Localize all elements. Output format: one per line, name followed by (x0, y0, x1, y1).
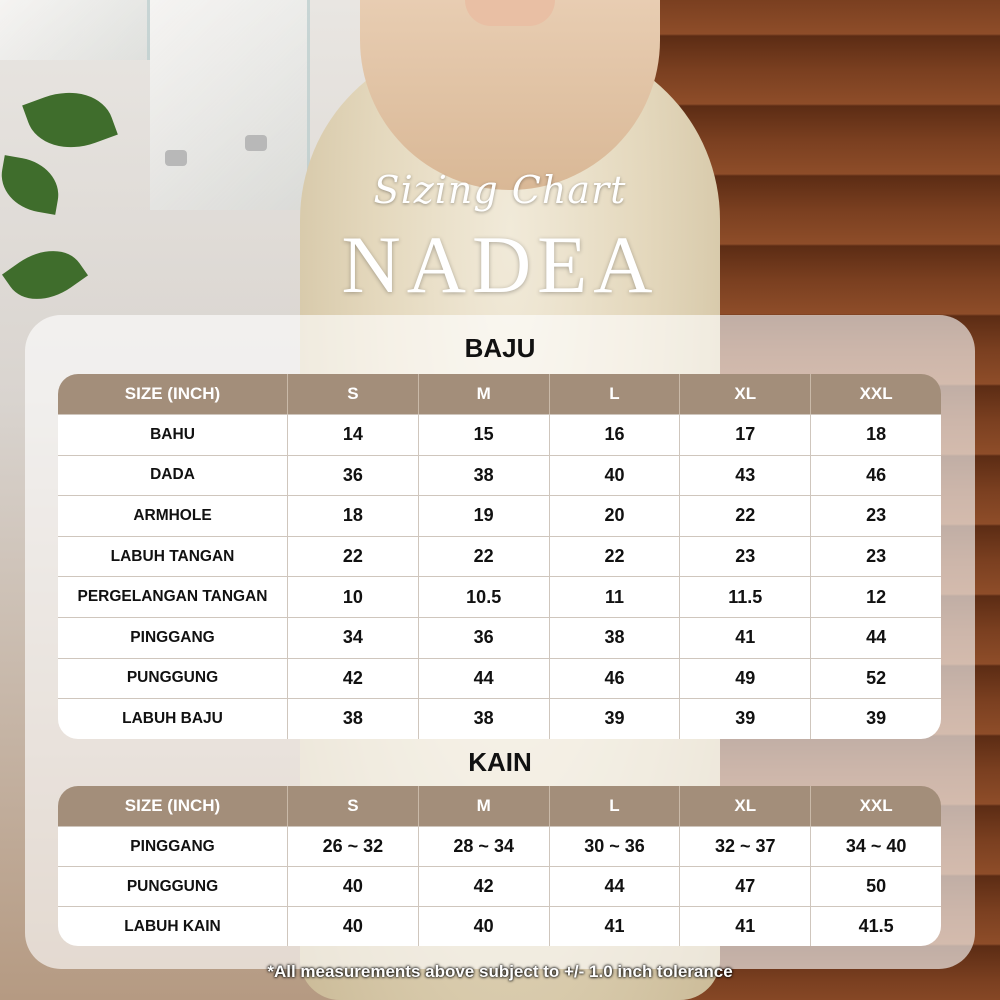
table-cell: 42 (418, 866, 549, 906)
table-cell: 41 (549, 906, 680, 946)
row-label: ARMHOLE (58, 495, 287, 536)
table-cell: 38 (418, 698, 549, 739)
table-cell: 39 (679, 698, 810, 739)
table-cell: 52 (810, 658, 941, 699)
rail-bolt (245, 135, 267, 151)
row-label: DADA (58, 455, 287, 496)
table-cell: 38 (287, 698, 418, 739)
table-row (58, 414, 941, 455)
table-row (58, 698, 941, 739)
table-cell: 39 (810, 698, 941, 739)
glass-railing-upper (0, 0, 150, 60)
table-cell: 18 (287, 495, 418, 536)
table-cell: 22 (549, 536, 680, 577)
table-cell: 17 (679, 414, 810, 455)
column-header: XXL (810, 374, 941, 414)
table-cell: 34 (287, 617, 418, 658)
column-header: M (418, 786, 549, 826)
table-cell: 38 (549, 617, 680, 658)
table-cell: 36 (418, 617, 549, 658)
rail-bolt (165, 150, 187, 166)
table-cell: 30 ~ 36 (549, 826, 680, 866)
row-label: PINGGANG (58, 826, 287, 866)
table-cell: 44 (549, 866, 680, 906)
model-chin (465, 0, 555, 26)
table-row (58, 495, 941, 536)
table-cell: 16 (549, 414, 680, 455)
column-header: XL (679, 374, 810, 414)
table-cell: 40 (549, 455, 680, 496)
table-header-row (58, 374, 941, 414)
table-cell: 22 (287, 536, 418, 577)
table-cell: 32 ~ 37 (679, 826, 810, 866)
table-cell: 43 (679, 455, 810, 496)
table-row (58, 906, 941, 946)
table-cell: 26 ~ 32 (287, 826, 418, 866)
table-cell: 18 (810, 414, 941, 455)
row-label: PUNGGUNG (58, 658, 287, 699)
kain-size-table (58, 786, 941, 946)
row-label: PINGGANG (58, 617, 287, 658)
table-cell: 39 (549, 698, 680, 739)
table-cell: 20 (549, 495, 680, 536)
table-cell: 46 (549, 658, 680, 699)
table-row (58, 658, 941, 699)
table-row (58, 536, 941, 577)
table-cell: 11 (549, 576, 680, 617)
table-cell: 11.5 (679, 576, 810, 617)
table-cell: 47 (679, 866, 810, 906)
table-cell: 41 (679, 906, 810, 946)
table-cell: 23 (810, 495, 941, 536)
table-cell: 23 (810, 536, 941, 577)
table-cell: 22 (679, 495, 810, 536)
table-cell: 10 (287, 576, 418, 617)
table-cell: 40 (287, 906, 418, 946)
column-header: SIZE (INCH) (58, 786, 287, 826)
table-cell: 41.5 (810, 906, 941, 946)
table-cell: 22 (418, 536, 549, 577)
table-cell: 14 (287, 414, 418, 455)
table-cell: 10.5 (418, 576, 549, 617)
table-cell: 38 (418, 455, 549, 496)
row-label: PUNGGUNG (58, 866, 287, 906)
column-header: S (287, 786, 418, 826)
table-cell: 41 (679, 617, 810, 658)
table-row (58, 826, 941, 866)
column-header: L (549, 374, 680, 414)
table-cell: 44 (810, 617, 941, 658)
table-cell: 12 (810, 576, 941, 617)
column-header: L (549, 786, 680, 826)
table-cell: 19 (418, 495, 549, 536)
table-row (58, 617, 941, 658)
table-cell: 23 (679, 536, 810, 577)
column-header: XL (679, 786, 810, 826)
column-header: S (287, 374, 418, 414)
table-cell: 28 ~ 34 (418, 826, 549, 866)
table-cell: 42 (287, 658, 418, 699)
table-row (58, 455, 941, 496)
baju-size-table (58, 374, 941, 739)
row-label: LABUH KAIN (58, 906, 287, 946)
table-row (58, 866, 941, 906)
table-cell: 34 ~ 40 (810, 826, 941, 866)
kain-heading: KAIN (468, 747, 532, 777)
title-sizing-chart: Sizing Chart (373, 168, 627, 212)
table-cell: 40 (287, 866, 418, 906)
table-cell: 40 (418, 906, 549, 946)
baju-heading: BAJU (464, 333, 536, 363)
column-header: XXL (810, 786, 941, 826)
row-label: BAHU (58, 414, 287, 455)
row-label: PERGELANGAN TANGAN (58, 576, 287, 617)
tolerance-footnote: *All measurements above subject to +/- 1.0 inch tolerance (267, 962, 733, 981)
table-cell: 49 (679, 658, 810, 699)
row-label: LABUH BAJU (58, 698, 287, 739)
table-row (58, 576, 941, 617)
table-cell: 46 (810, 455, 941, 496)
table-cell: 15 (418, 414, 549, 455)
column-header: SIZE (INCH) (58, 374, 287, 414)
title-product-name: NADEA (341, 219, 659, 310)
table-cell: 36 (287, 455, 418, 496)
table-cell: 50 (810, 866, 941, 906)
column-header: M (418, 374, 549, 414)
row-label: LABUH TANGAN (58, 536, 287, 577)
table-cell: 44 (418, 658, 549, 699)
table-header-row (58, 786, 941, 826)
